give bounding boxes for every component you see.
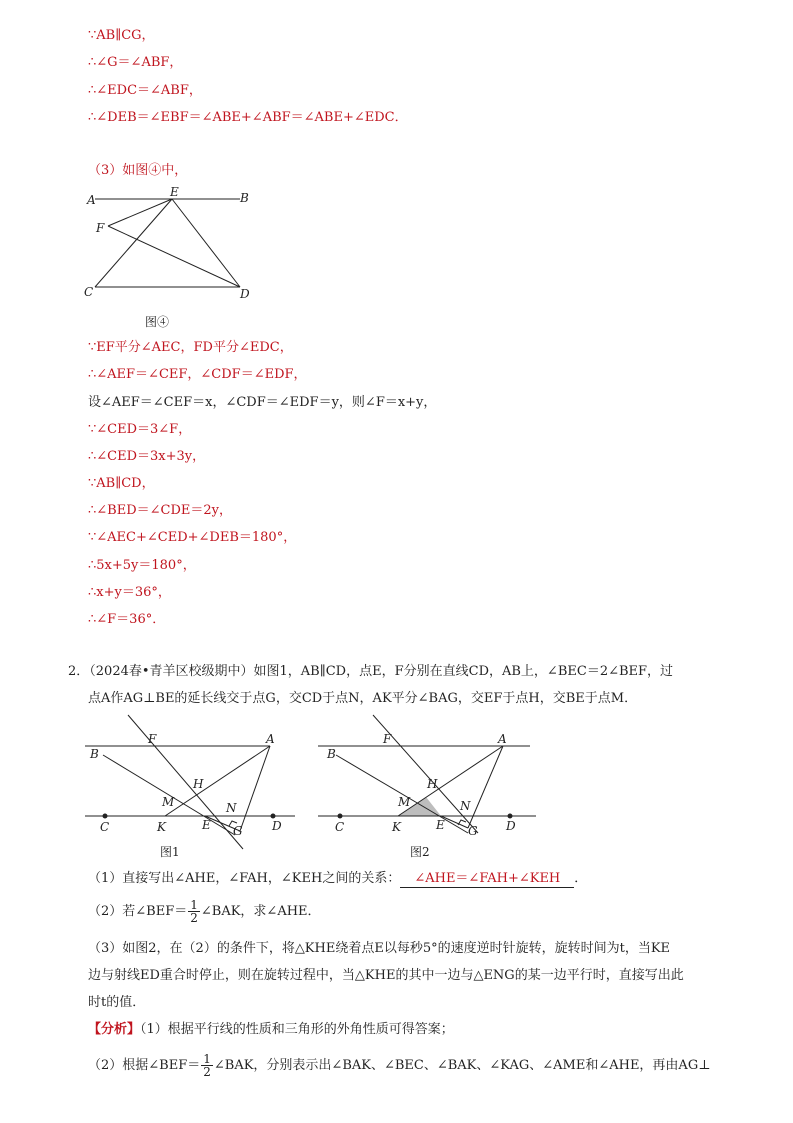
solution-line: ∴x+y＝36°， bbox=[88, 585, 171, 600]
fig2-label-e: E bbox=[436, 818, 445, 832]
problem-2-line-1: 2．（2024春•青羊区校级期中）如图1，AB∥CD，点E，F分别在直线CD，AB上，∠BEC＝2∠BEF，过 bbox=[68, 664, 674, 679]
analysis2-post: ∠BAK，分别表示出∠BAK、∠BEC、∠BAK、∠KAG、∠AME和∠AHE，再由AG⊥ bbox=[213, 1058, 711, 1073]
solution-line: ∵AB∥CD， bbox=[88, 476, 155, 491]
analysis2-pre: （2）根据∠BEF＝ bbox=[88, 1058, 201, 1073]
solution-line: ∴∠CED＝3x+3y， bbox=[88, 449, 206, 464]
fig4-label-c: C bbox=[84, 285, 94, 299]
question-3-line-3: 时t的值． bbox=[88, 995, 146, 1010]
fig2-label-g: G bbox=[468, 824, 478, 838]
fig1-label-a: A bbox=[266, 732, 275, 746]
question-3-line-2: 边与射线ED重合时停止，则在旋转过程中，当△KHE的其中一边与△ENG的某一边平行时，直接写出此 bbox=[88, 968, 684, 983]
fig2-label-n: N bbox=[460, 799, 471, 813]
analysis-line-2 bbox=[88, 1050, 710, 1082]
solution-line: ∵AB∥CG， bbox=[88, 28, 155, 43]
fraction-numerator: 1 bbox=[190, 898, 198, 912]
solution-line: ∵∠CED＝3∠F， bbox=[88, 422, 192, 437]
solution-line: ∵∠AEC+∠CED+∠DEB＝180°， bbox=[88, 530, 297, 545]
solution-line: ∵EF平分∠AEC，FD平分∠EDC， bbox=[88, 340, 293, 355]
part3-heading: （3）如图④中， bbox=[88, 163, 188, 178]
fig2-caption: 图2 bbox=[410, 845, 430, 859]
solution-line: ∴∠AEF＝∠CEF，∠CDF＝∠EDF， bbox=[88, 367, 307, 382]
fig1-label-m: M bbox=[162, 795, 175, 809]
fig4-label-a: A bbox=[87, 193, 96, 207]
fig4-caption: 图④ bbox=[145, 315, 170, 329]
question-1-end: ． bbox=[574, 871, 588, 886]
question-2 bbox=[88, 896, 321, 928]
question-2-post: ∠BAK，求∠AHE． bbox=[200, 904, 321, 919]
fig4-label-d: D bbox=[240, 287, 250, 301]
solution-line: 设∠AEF＝∠CEF＝x，∠CDF＝∠EDF＝y，则∠F＝x+y， bbox=[88, 395, 437, 410]
fraction-numerator: 1 bbox=[203, 1052, 211, 1066]
fig1-label-n: N bbox=[226, 801, 237, 815]
fig2-label-h: H bbox=[427, 777, 438, 791]
fig2-label-k: K bbox=[392, 820, 401, 834]
fraction-one-half bbox=[188, 899, 200, 924]
question-3-line-1: （3）如图2，在（2）的条件下，将△KHE绕着点E以每秒5°的速度逆时针旋转，旋转时间为t，当KE bbox=[88, 941, 671, 956]
solution-line: ∴∠G＝∠ABF， bbox=[88, 55, 183, 70]
analysis-text: （1）根据平行线的性质和三角形的外角性质可得答案； bbox=[140, 1022, 454, 1037]
solution-line: ∴∠EDC＝∠ABF， bbox=[88, 83, 202, 98]
figure-4 bbox=[80, 180, 280, 340]
fig4-label-b: B bbox=[240, 191, 249, 205]
fig1-label-b: B bbox=[90, 747, 99, 761]
analysis-line-1 bbox=[88, 1022, 454, 1038]
fig4-label-e: E bbox=[170, 185, 179, 199]
fig1-label-c: C bbox=[100, 820, 110, 834]
question-1-answer: ∠AHE＝∠FAH+∠KEH bbox=[400, 871, 574, 888]
fig1-label-e: E bbox=[202, 818, 211, 832]
fig1-label-d: D bbox=[272, 819, 282, 833]
fig2-label-f: F bbox=[383, 732, 392, 746]
fig1-caption: 图1 bbox=[160, 845, 180, 859]
problem-2-line-2: 点A作AG⊥BE的延长线交于点G，交CD于点N，AK平分∠BAG，交EF于点H，交BE于点M． bbox=[88, 691, 638, 706]
fig1-label-h: H bbox=[193, 777, 204, 791]
fig2-label-m: M bbox=[398, 795, 411, 809]
solution-line: ∴∠F＝36°． bbox=[88, 612, 166, 627]
fig1-label-f: F bbox=[148, 732, 157, 746]
question-1 bbox=[88, 871, 587, 888]
fig1-label-k: K bbox=[157, 820, 166, 834]
fraction-denominator: 2 bbox=[190, 911, 198, 925]
question-2-pre: （2）若∠BEF＝ bbox=[88, 904, 188, 919]
fig4-label-f: F bbox=[96, 221, 105, 235]
fig1-label-g: G bbox=[233, 824, 243, 838]
analysis-tag: 【分析】 bbox=[88, 1022, 141, 1037]
question-1-text: （1）直接写出∠AHE，∠FAH，∠KEH之间的关系： bbox=[88, 871, 401, 886]
fig2-label-b: B bbox=[327, 747, 336, 761]
solution-line: ∴5x+5y＝180°， bbox=[88, 558, 196, 573]
solution-line: ∴∠BED＝∠CDE＝2y， bbox=[88, 503, 232, 518]
fraction-denominator: 2 bbox=[203, 1065, 211, 1079]
fraction-one-half bbox=[201, 1053, 213, 1078]
solution-line: ∴∠DEB＝∠EBF＝∠ABE+∠ABF＝∠ABE+∠EDC． bbox=[88, 110, 408, 125]
fig2-label-c: C bbox=[335, 820, 345, 834]
fig2-label-a: A bbox=[498, 732, 507, 746]
fig2-label-d: D bbox=[506, 819, 516, 833]
